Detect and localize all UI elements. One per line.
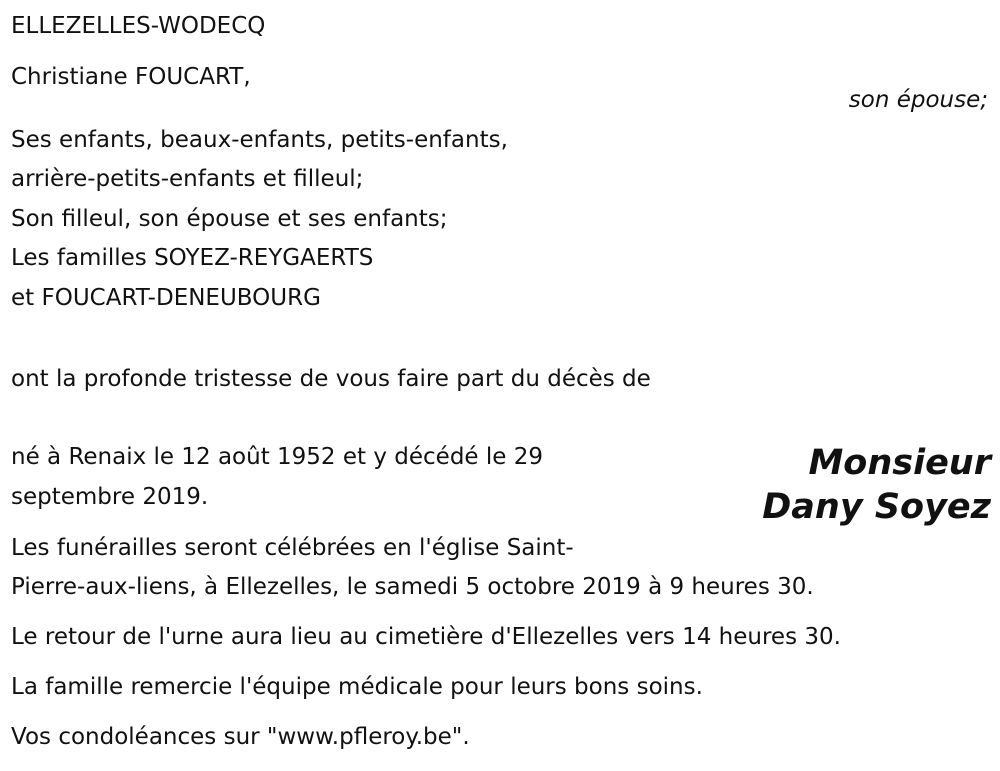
birth-death-line: septembre 2019.	[11, 484, 209, 510]
deceased-name: Dany Soyez	[762, 487, 991, 527]
thanks-text: La famille remercie l'équipe médicale pour leurs bons soins.	[11, 674, 703, 700]
spouse-role: son épouse;	[848, 87, 988, 113]
location-heading: ELLEZELLES-WODECQ	[11, 13, 266, 39]
family-line: arrière-petits-enfants et filleul;	[11, 166, 364, 192]
spouse-name: Christiane FOUCART,	[11, 64, 251, 90]
funeral-line: Pierre-aux-liens, à Ellezelles, le samedi 5 octobre 2019 à 9 heures 30.	[11, 574, 814, 600]
family-line: Son filleul, son épouse et ses enfants;	[11, 206, 448, 232]
deceased-name-block	[762, 441, 991, 529]
family-line: et FOUCART-DENEUBOURG	[11, 285, 321, 311]
family-line: Ses enfants, beaux-enfants, petits-enfants,	[11, 127, 508, 153]
family-line: Les familles SOYEZ-REYGAERTS	[11, 245, 374, 271]
birth-death-line: né à Renaix le 12 août 1952 et y décédé le 29	[11, 444, 543, 470]
deceased-title: Monsieur	[808, 443, 991, 483]
announcement-text: ont la profonde tristesse de vous faire part du décès de	[11, 366, 651, 392]
funeral-line: Les funérailles seront célébrées en l'église Saint-	[11, 535, 574, 561]
condolences-text: Vos condoléances sur "www.pfleroy.be".	[11, 724, 470, 750]
urn-return-text: Le retour de l'urne aura lieu au cimetière d'Ellezelles vers 14 heures 30.	[11, 624, 841, 650]
